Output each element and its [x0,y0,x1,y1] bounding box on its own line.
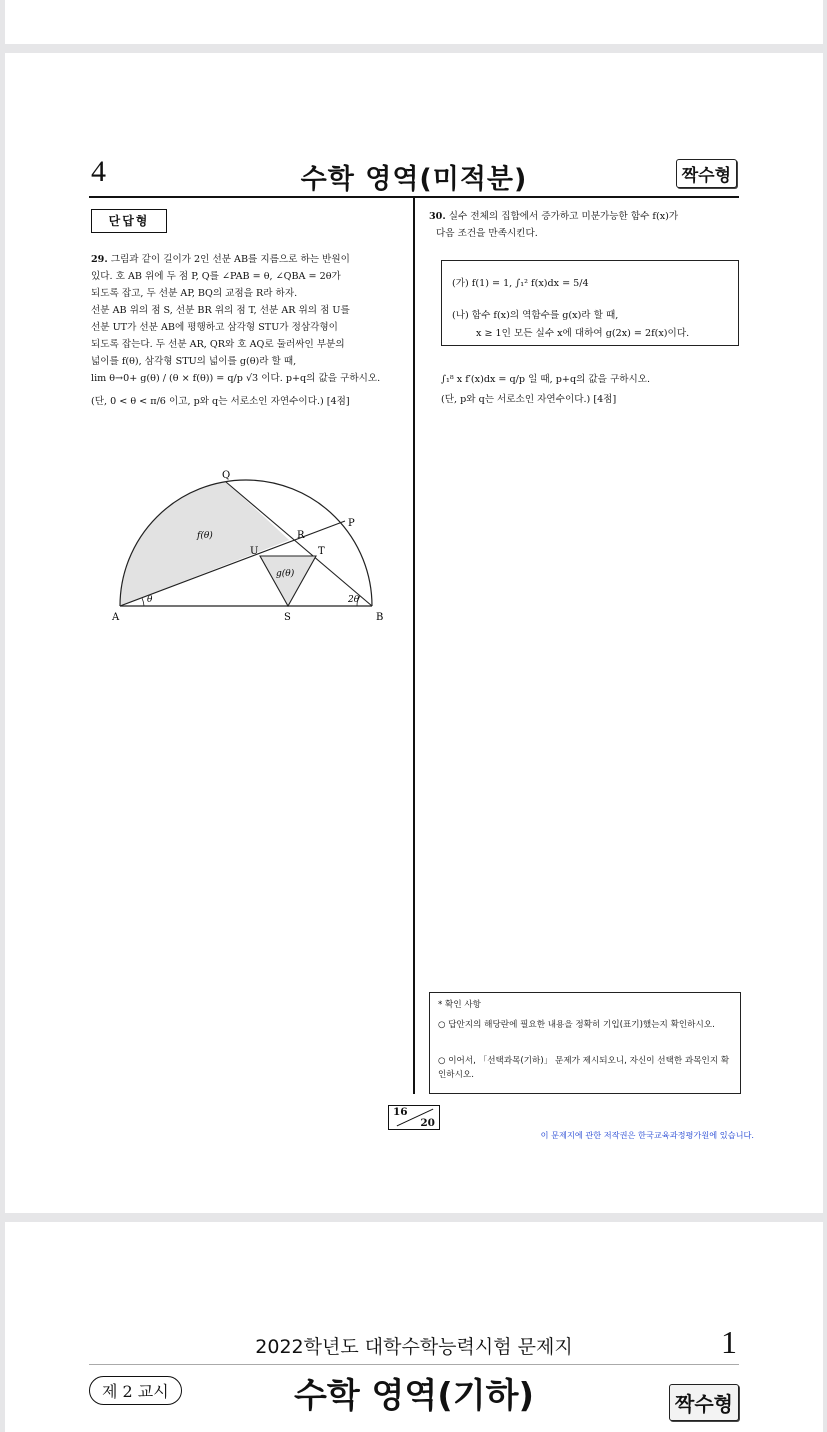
question-29 [91,251,407,410]
label-f-theta: f(θ) [197,531,213,541]
label-s: S [284,612,291,623]
question-29-number: 29. [91,254,108,265]
angle-theta-arc [142,598,144,606]
q29-line: 되도록 잡고, 두 선분 AP, BQ의 교점을 R라 하자. [91,288,298,299]
page-counter-current: 16 [393,1106,408,1118]
page-counter [388,1105,440,1130]
label-b: B [376,612,384,623]
condition-na-2: x ≥ 1인 모든 실수 x에 대하여 g(2x) = 2f(x)이다. [476,328,690,339]
page-title: 수학 영역(미적분) [300,164,528,195]
exam-page [5,53,823,1213]
question-30 [429,208,749,242]
next-exam-page [5,1222,823,1432]
q29-line: 있다. 호 AB 위에 두 점 P, Q를 ∠PAB = θ, ∠QBA = 2θ가 [91,271,341,282]
label-q: Q [222,470,231,481]
previous-page [5,0,823,44]
label-2theta: 2θ [348,595,360,605]
next-page-number: 1 [721,1324,737,1360]
q30-question-text: ∫₁⁸ x f′(x)dx = q/p 일 때, p+q의 값을 구하시오. [441,374,651,385]
q29-line: 되도록 잡는다. 두 선분 AR, QR와 호 AQ로 둘러싸인 부분의 [91,339,345,350]
condition-na-1: (나) 함수 f(x)의 역함수를 g(x)라 할 때, [452,310,619,321]
q29-line: 29. 그림과 같이 길이가 2인 선분 AB를 지름으로 하는 반원이 [91,254,350,265]
conditions-box [441,260,739,346]
q30-question [441,371,741,408]
question-29-text [91,251,407,410]
label-p: P [348,518,355,529]
notice-item-2: ○ 이어서, 「선택과목(기하)」 문제가 제시되오니, 자신이 선택한 과목인지 확인하시오. [438,1056,730,1080]
triangle-stu [260,556,316,606]
copyright-notice: 이 문제지에 관한 저작권은 한국교육과정평가원에 있습니다. [540,1130,754,1140]
label-u: U [250,546,259,557]
q30-note: (단, p와 q는 서로소인 자연수이다.) [4점] [441,394,617,405]
page-counter-total: 20 [420,1117,435,1129]
notice-box [429,992,741,1094]
q29-line: lim θ→0+ g(θ) / (θ × f(θ)) = q/p √3 이다. p+q의 값을 구하시오. [91,373,381,384]
exam-title: 2022학년도 대학수학능력시험 문제지 [255,1336,573,1358]
q30-intro-1: 실수 전체의 집합에서 증가하고 미분가능한 함수 f(x)가 [448,211,679,222]
notice-title: * 확인 사항 [438,1000,481,1010]
q29-line: 선분 UT가 선분 AB에 평행하고 삼각형 STU가 정삼각형이 [91,322,338,333]
label-t: T [318,546,325,557]
q29-line: 선분 AB 위의 점 S, 선분 BR 위의 점 T, 선분 AR 위의 점 U를 [91,305,350,316]
q30-intro-2: 다음 조건을 만족시킨다. [436,228,538,239]
label-g-theta: g(θ) [276,569,295,579]
section-label: 단답형 [91,209,167,233]
period-badge: 제 2 교시 [89,1376,182,1405]
q29-line: 넓이를 f(θ), 삼각형 STU의 넓이를 g(θ)라 할 때, [91,356,297,367]
page-number: 4 [91,155,106,188]
next-page-title: 수학 영역(기하) [294,1376,534,1416]
shaded-arc-region [120,482,289,606]
condition-ga: (가) f(1) = 1, ∫₁² f(x)dx = 5/4 [452,278,589,289]
question-30-number: 30. [429,211,446,222]
label-a: A [112,612,120,623]
q29-line: (단, 0 < θ < π/6 이고, p와 q는 서로소인 자연수이다.) [4점] [91,396,350,407]
next-type-tag: 짝수형 [669,1384,739,1421]
notice-item-1: ○ 답안지의 해당란에 필요한 내용을 정확히 기입(표기)했는지 확인하시오. [438,1020,715,1030]
label-theta: θ [147,595,153,605]
type-tag: 짝수형 [676,159,737,188]
column-divider [413,198,415,1094]
semicircle-figure [100,468,390,628]
next-header-rule [89,1364,739,1365]
label-r: R [297,530,305,541]
